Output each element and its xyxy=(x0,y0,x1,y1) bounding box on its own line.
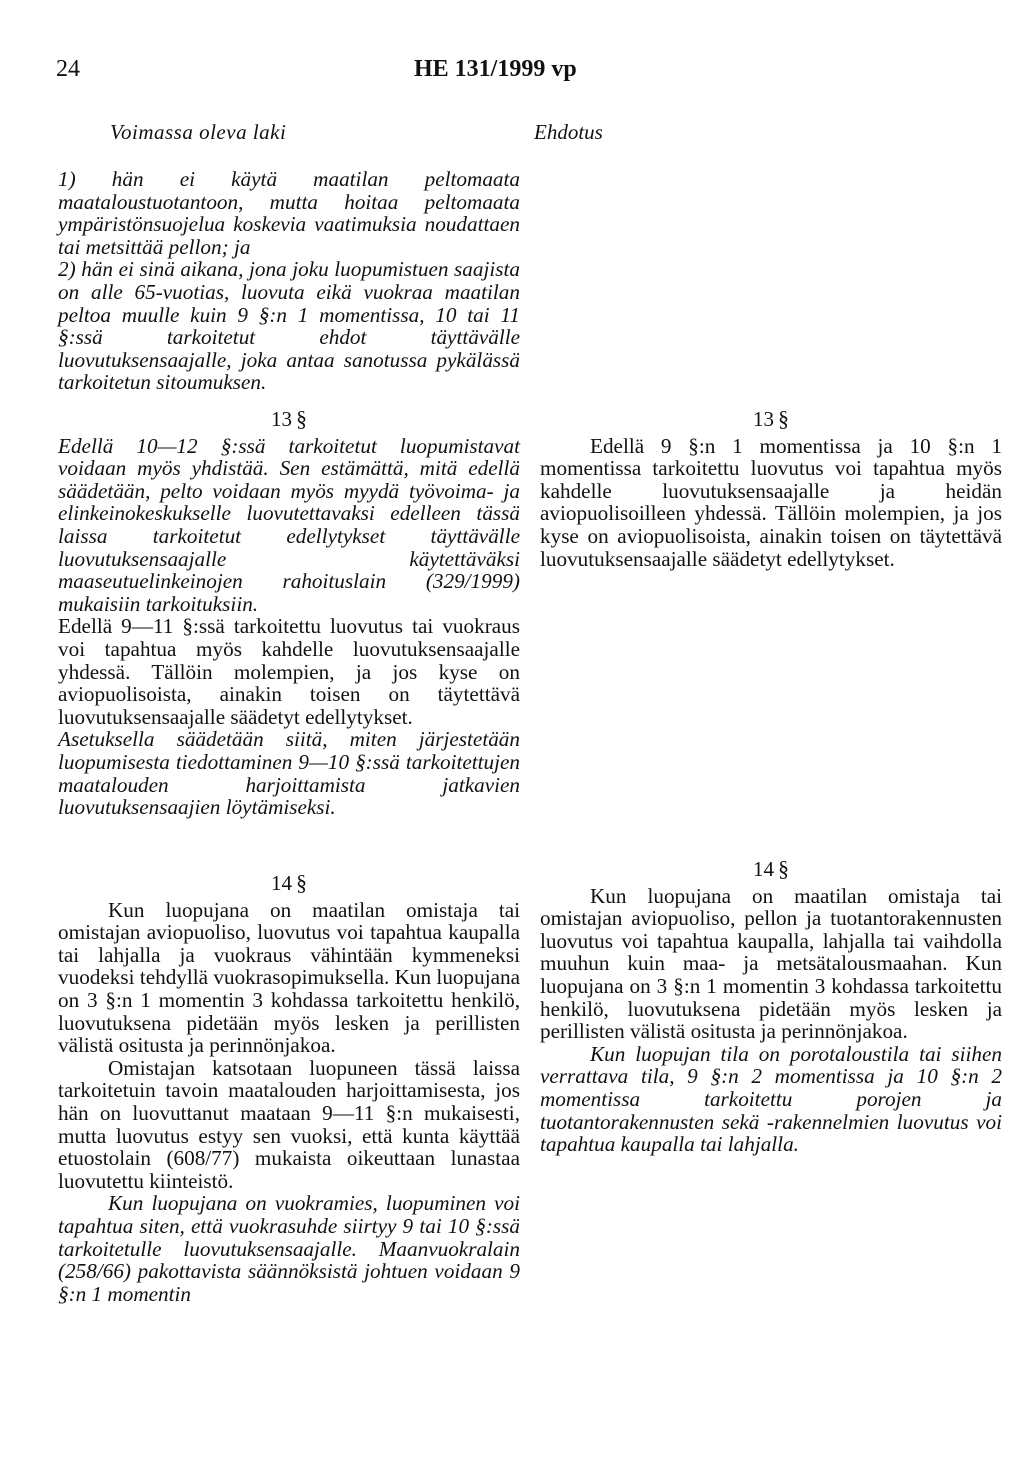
document-id: HE 131/1999 vp xyxy=(414,56,577,82)
right-sec14-paragraph-2: Kun luopujan tila on porotaloustila tai siihen verrattava tila, 9 §:n 2 momentissa ja 10 §:n 2 momentissa tarkoitettu porojen ja tuotantorakennusten sekä -rakennelmien luovutus voi tapahtua kaupalla tai lahjalla. xyxy=(540,1041,1002,1157)
left-sec14-paragraph-2: Omistajan katsotaan luopuneen tässä laissa tarkoitetuin tavoin maatalouden harjoittamisesta, jos hän on luovuttanut maataan 9—11 §:n mukaisesti, mutta luovutus estyy sen vuoksi, että kunta käyttää etuostolain (608/77) mukaista oikeuttaan lunastaa luovutettu kiinteistö. xyxy=(58,1055,520,1193)
page-number: 24 xyxy=(56,56,80,82)
section-number: 14 xyxy=(271,871,292,895)
left-section-13 xyxy=(58,408,520,819)
section-heading xyxy=(58,408,520,431)
left-sec13-paragraph-3: Asetuksella säädetään siitä, miten järjestetään luopumisesta tiedottaminen 9—10 §:ssä tarkoitettujen maatalouden harjoittamista jatkavien luovutuksensaajien löytämiseksi. xyxy=(58,727,520,820)
left-sec13-paragraph-2: Edellä 9—11 §:ssä tarkoitettu luovutus tai vuokraus voi tapahtua myös kahdelle luovutuksensaajalle yhdessä. Tällöin molempien, ja jos kyse on aviopuolisoista, ainakin toisen on täytettävä luovutuksensaajalle säädetyt edellytykset. xyxy=(58,614,520,729)
section-sign: § xyxy=(296,870,307,895)
section-number: 13 xyxy=(271,407,292,431)
left-section-14 xyxy=(58,872,520,1305)
right-section-13 xyxy=(540,408,1002,570)
section-number: 13 xyxy=(753,407,774,431)
left-sec13-paragraph-1: Edellä 10—12 §:ssä tarkoitetut luopumistavat voidaan myös yhdistää. Sen estämättä, mitä edellä säädetään, pelto voidaan myös myydä työvoima- ja elinkeinokeskukselle luovutettavaksi edelleen tässä laissa tarkoitetut edellytykset täyttävälle luovutuksensaajalle käytettäväksi maaseutuelinkeinojen rahoituslain (329/1999) mukaisiin tarkoituksiin. xyxy=(58,433,520,616)
left-paragraph-1: 1) hän ei käytä maatilan peltomaata maataloustuotantoon, mutta hoitaa peltomaata ympäristönsuojelua koskevia vaatimuksia noudattaen tai metsittää pellon; ja xyxy=(58,167,520,259)
section-heading xyxy=(540,408,1002,431)
left-paragraph-2: 2) hän ei sinä aikana, jona joku luopumistuen saajista on alle 65-vuotias, luovuta eikä vuokraa maatilan peltoa muulle kuin 9 §:n 1 momentissa, 10 tai 11 §:ssä tarkoitetut ehdot täyttävälle luovutuksensaajalle, joka antaa sanotussa pykälässä tarkoitetun sitoumuksen. xyxy=(58,257,520,395)
section-sign: § xyxy=(778,856,789,881)
right-sec14-paragraph-1: Kun luopujana on maatilan omistaja tai omistajan aviopuoliso, pellon ja tuotantorakennusten luovutus voi tapahtua kaupalla, lahjalla tai vaihdolla muuhun kuin maa- ja metsätalousmaahan. Kun luopujana on 3 §:n 1 momentin 3 kohdassa tarkoitettu henkilö, luovutuksena pidetään myös lesken ja perillisten välistä ositusta ja perinnönjakoa. xyxy=(540,883,1002,1044)
section-heading xyxy=(58,872,520,895)
right-section-14 xyxy=(540,858,1002,1156)
section-heading xyxy=(540,858,1002,881)
left-sec14-paragraph-1: Kun luopujana on maatilan omistaja tai omistajan aviopuoliso, luovutus voi tapahtua kaupalla tai lahjalla ja vuokraus vähintään kymmeneksi vuodeksi tehdyllä vuokrasopimuksella. Kun luopujana on 3 §:n 1 momentin 3 kohdassa tarkoitettu henkilö, luovutuksena pidetään myös lesken ja perillisten välistä ositusta ja perinnönjakoa. xyxy=(58,897,520,1058)
right-sec13-paragraph-1: Edellä 9 §:n 1 momentissa ja 10 §:n 1 momentissa tarkoitettu luovutus voi tapahtua myös kahdelle luovutuksensaajalle ja heidän aviopuolisoilleen yhdessä. Tällöin molempien, ja jos kyse on aviopuolisoista, ainakin toisen on täytettävä luovutuksensaajalle säädetyt edellytykset. xyxy=(540,433,1002,571)
section-sign: § xyxy=(778,406,789,431)
left-column-heading: Voimassa oleva laki xyxy=(110,120,287,144)
right-column-heading: Ehdotus xyxy=(534,120,603,144)
left-sec14-paragraph-3: Kun luopujana on vuokramies, luopuminen voi tapahtua siten, että vuokrasuhde siirtyy 9 tai 10 §:ssä tarkoitetulle luovutuksensaajalle. Maanvuokralain (258/66) pakottavista säännöksistä johtuen voidaan 9 §:n 1 momentin xyxy=(58,1191,520,1306)
section-sign: § xyxy=(296,406,307,431)
left-column-current-law xyxy=(58,168,520,394)
section-number: 14 xyxy=(753,857,774,881)
